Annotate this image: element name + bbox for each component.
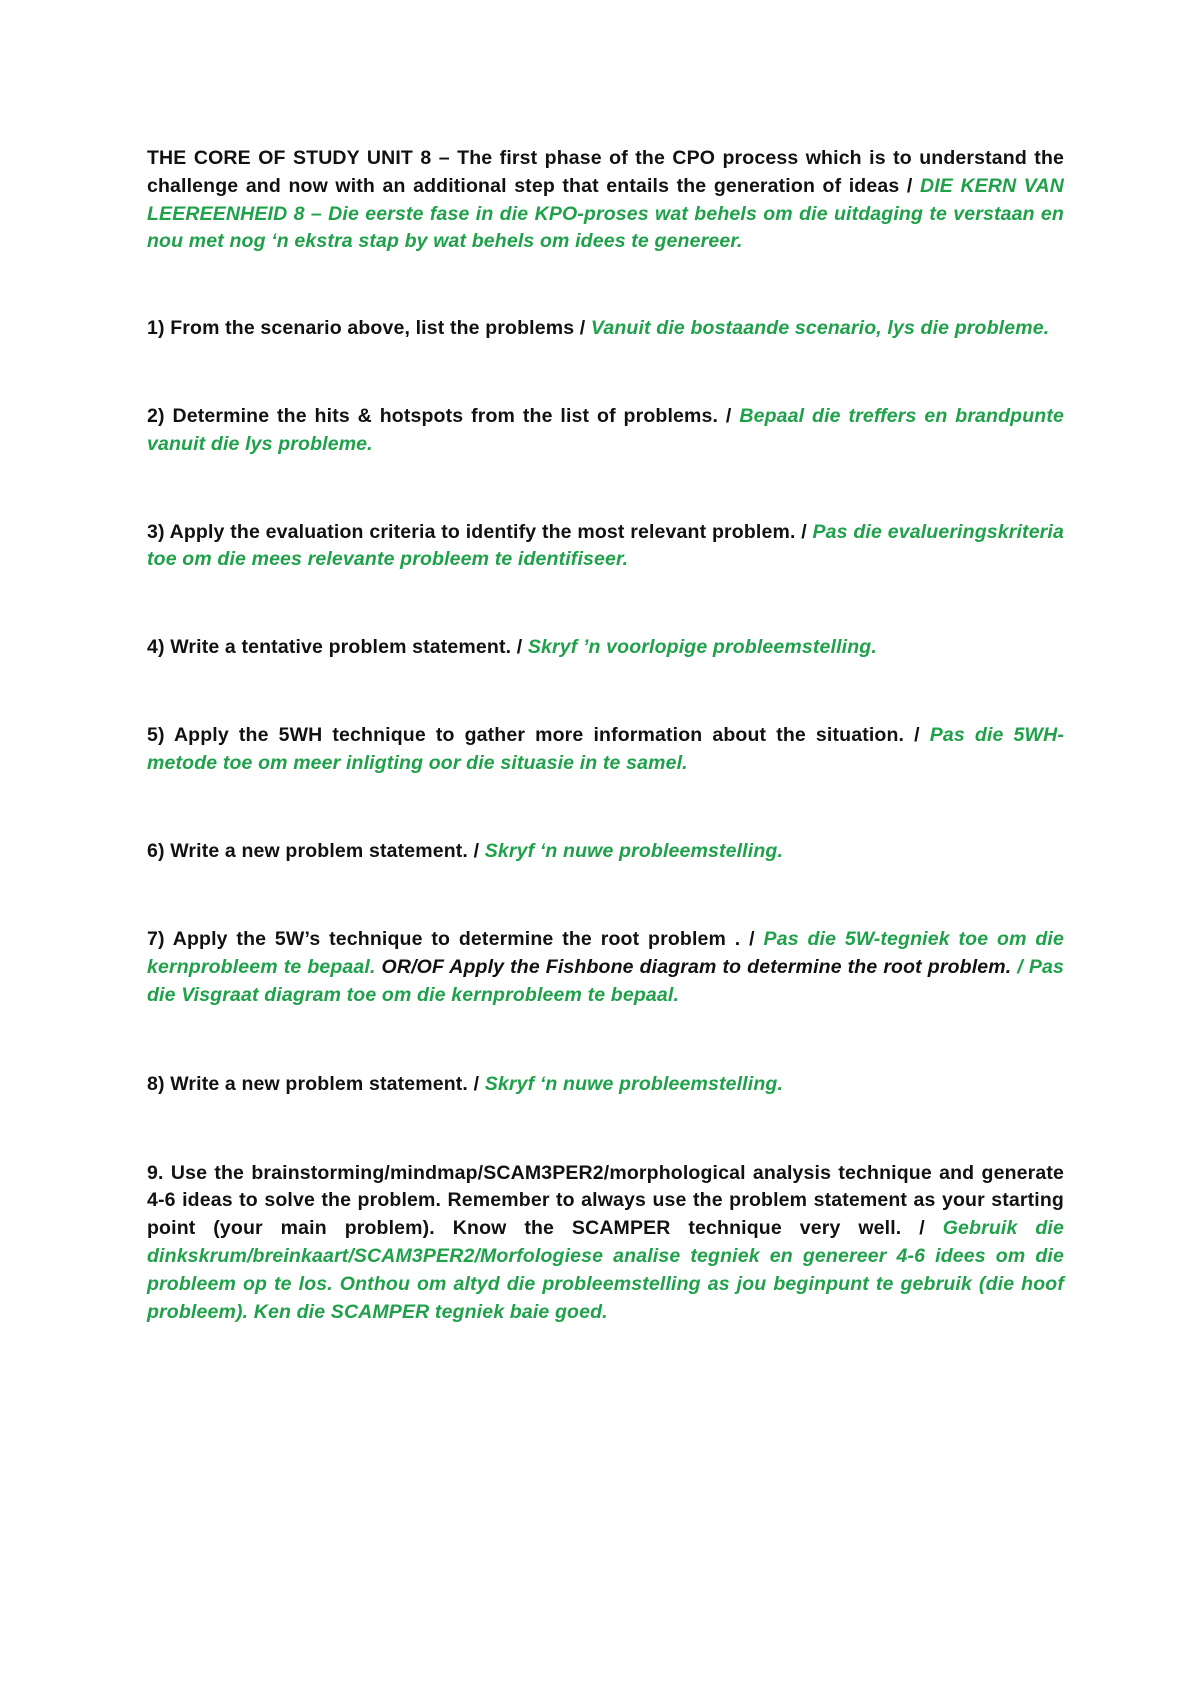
item-2-english-text: 2) Determine the hits & hotspots from the list of problems. — [147, 404, 719, 427]
item-5-english-text: 5) Apply the 5WH technique to gather more information about the situation. — [147, 723, 905, 746]
intro-english-text: THE CORE OF STUDY UNIT 8 – The first phase of the CPO process which is to understand the challenge and now with an additional step that entails the generation of ideas — [147, 147, 1064, 197]
document-body — [147, 145, 1064, 1326]
list-item — [147, 519, 1064, 575]
item-6-english-text: 6) Write a new problem statement. — [147, 839, 468, 862]
intro-afrikaans-text: DIE KERN VAN LEEREENHEID 8 – Die eerste fase in die KPO-proses wat behels om die uitdaging te verstaan en nou met nog ‘n ekstra stap by wat behels om idees te genereer. — [147, 174, 1064, 253]
language-separator: / — [718, 404, 740, 427]
list-item — [147, 926, 1064, 1009]
item-8-afrikaans-text: Skryf ‘n nuwe probleemstelling. — [484, 1072, 784, 1095]
list-item — [147, 1160, 1064, 1327]
item-9-english-text: 9. Use the brainstorming/mindmap/SCAM3PER2/morphological analysis technique and generate 4-6 ideas to solve the problem. Remember to always use the problem statement as your starting point (your main problem). Know the SCAMPER technique very well. — [147, 1161, 1064, 1240]
language-separator: / — [904, 723, 930, 746]
language-separator: / — [740, 928, 764, 951]
language-separator: / — [468, 839, 485, 862]
list-item — [147, 634, 1064, 662]
list-item — [147, 403, 1064, 459]
item-4-afrikaans-text: Skryf ’n voorlopige probleemstelling. — [527, 636, 877, 659]
intro-paragraph — [147, 145, 1064, 256]
item-1-afrikaans-text: Vanuit die bostaande scenario, lys die probleme. — [590, 317, 1050, 340]
language-separator: / — [468, 1072, 485, 1095]
item-7-alternative-afrikaans-text: Pas die Visgraat diagram toe om die kernprobleem te bepaal. — [147, 956, 1064, 1006]
item-8-english-text: 8) Write a new problem statement. — [147, 1072, 468, 1095]
language-separator: / — [511, 636, 528, 659]
item-7-afrikaans-text: Pas die 5W-tegniek toe om die kernprobleem te bepaal. — [147, 928, 1064, 979]
item-3-english-text: 3) Apply the evaluation criteria to identify the most relevant problem. — [147, 520, 796, 543]
language-separator: / — [1011, 956, 1029, 979]
item-7-english-text: 7) Apply the 5W’s technique to determine the root problem . — [147, 928, 741, 951]
list-item — [147, 722, 1064, 778]
item-9-afrikaans-text: Gebruik die dinkskrum/breinkaart/SCAM3PER2/Morfologiese analise tegniek en genereer 4-6 idees om die probleem op te los. Onthou om altyd die probleemstelling as jou beginpunt te gebruik (die hoof probleem). Ken die SCAMPER tegniek baie goed. — [147, 1217, 1064, 1323]
item-7-alternative-english-text: OR/OF Apply the Fishbone diagram to determine the root problem. — [375, 956, 1012, 979]
language-separator: / — [901, 1217, 943, 1240]
item-1-english-text: 1) From the scenario above, list the problems — [147, 317, 575, 340]
language-separator: / — [795, 520, 813, 543]
item-5-afrikaans-text: Pas die 5WH-metode toe om meer inligting oor die situasie in te samel. — [147, 723, 1064, 774]
list-item — [147, 838, 1064, 866]
item-2-afrikaans-text: Bepaal die treffers en brandpunte vanuit die lys probleme. — [147, 404, 1064, 455]
item-4-english-text: 4) Write a tentative problem statement. — [147, 636, 512, 659]
list-item — [147, 1071, 1064, 1099]
language-separator: / — [574, 317, 591, 340]
language-separator: / — [899, 174, 920, 197]
list-item — [147, 315, 1064, 343]
item-3-afrikaans-text: Pas die evalueringskriteria toe om die mees relevante probleem te identifiseer. — [147, 520, 1064, 571]
item-6-afrikaans-text: Skryf ‘n nuwe probleemstelling. — [484, 839, 784, 862]
